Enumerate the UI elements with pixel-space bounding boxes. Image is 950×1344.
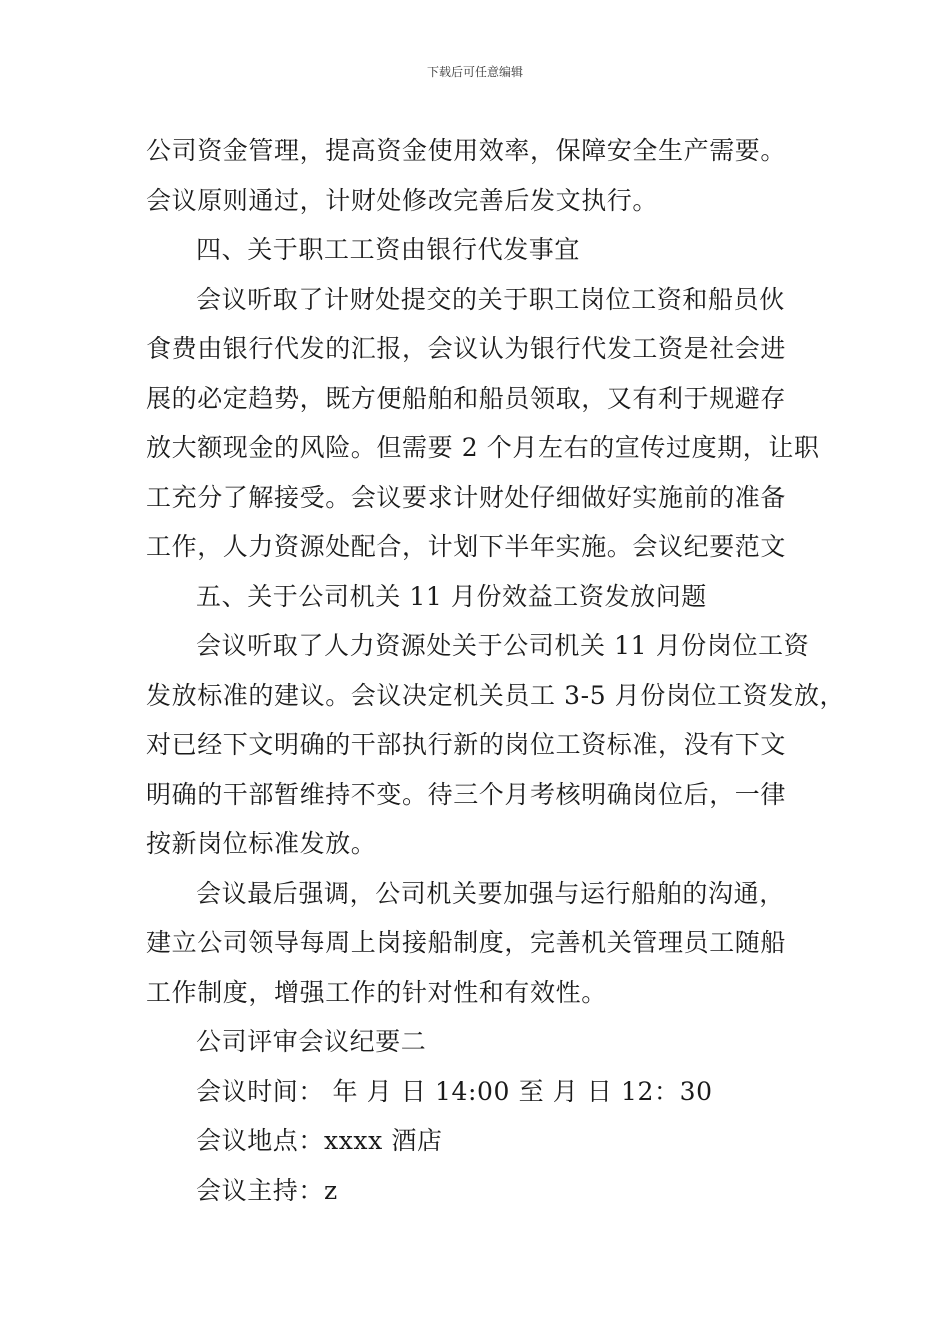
text-line: 会议听取了计财处提交的关于职工岗位工资和船员伙: [196, 284, 785, 314]
document-body: [146, 126, 846, 1215]
text-line: 工作制度，增强工作的针对性和有效性。: [146, 977, 607, 1007]
meeting-time: 会议时间： 年 月 日 14:00 至 月 日 12：30: [196, 1076, 713, 1106]
text-line: 放大额现金的风险。但需要 2 个月左右的宣传过度期，让职: [146, 433, 820, 462]
text-line: 食费由银行代发的汇报，会议认为银行代发工资是社会进: [146, 334, 787, 363]
text-line: 会议原则通过，计财处修改完善后发文执行。: [146, 185, 659, 215]
text-line: 建立公司领导每周上岗接船制度，完善机关管理员工随船: [146, 928, 787, 957]
text-line: 对已经下文明确的干部执行新的岗位工资标准，没有下文: [146, 730, 787, 759]
text-line: 会议最后强调，公司机关要加强与运行船舶的沟通，: [196, 878, 785, 908]
text-line: 工充分了解接受。会议要求计财处仔细做好实施前的准备: [146, 482, 787, 512]
meeting-location: 会议地点：xxxx 酒店: [196, 1126, 443, 1155]
meeting-host: 会议主持：z: [196, 1175, 338, 1205]
text-line: 发放标准的建议。会议决定机关员工 3-5 月份岗位工资发放，: [146, 680, 846, 710]
text-line: 工作，人力资源处配合，计划下半年实施。会议纪要范文: [146, 532, 787, 561]
text-line: 公司资金管理，提高资金使用效率，保障安全生产需要。: [146, 136, 787, 165]
section-heading-four: 四、关于职工工资由银行代发事宜: [196, 235, 581, 264]
text-line: 会议听取了人力资源处关于公司机关 11 月份岗位工资: [196, 631, 810, 660]
text-line: 按新岗位标准发放。: [146, 829, 377, 858]
section-heading-five: 五、关于公司机关 11 月份效益工资发放问题: [196, 581, 707, 611]
text-line: 展的必定趋势，既方便船舶和船员领取，又有利于规避存: [146, 383, 787, 413]
text-line: 明确的干部暂维持不变。待三个月考核明确岗位后，一律: [146, 779, 787, 809]
document-subtitle: 公司评审会议纪要二: [196, 1027, 427, 1056]
page-header: 下载后可任意编辑: [426, 65, 523, 79]
